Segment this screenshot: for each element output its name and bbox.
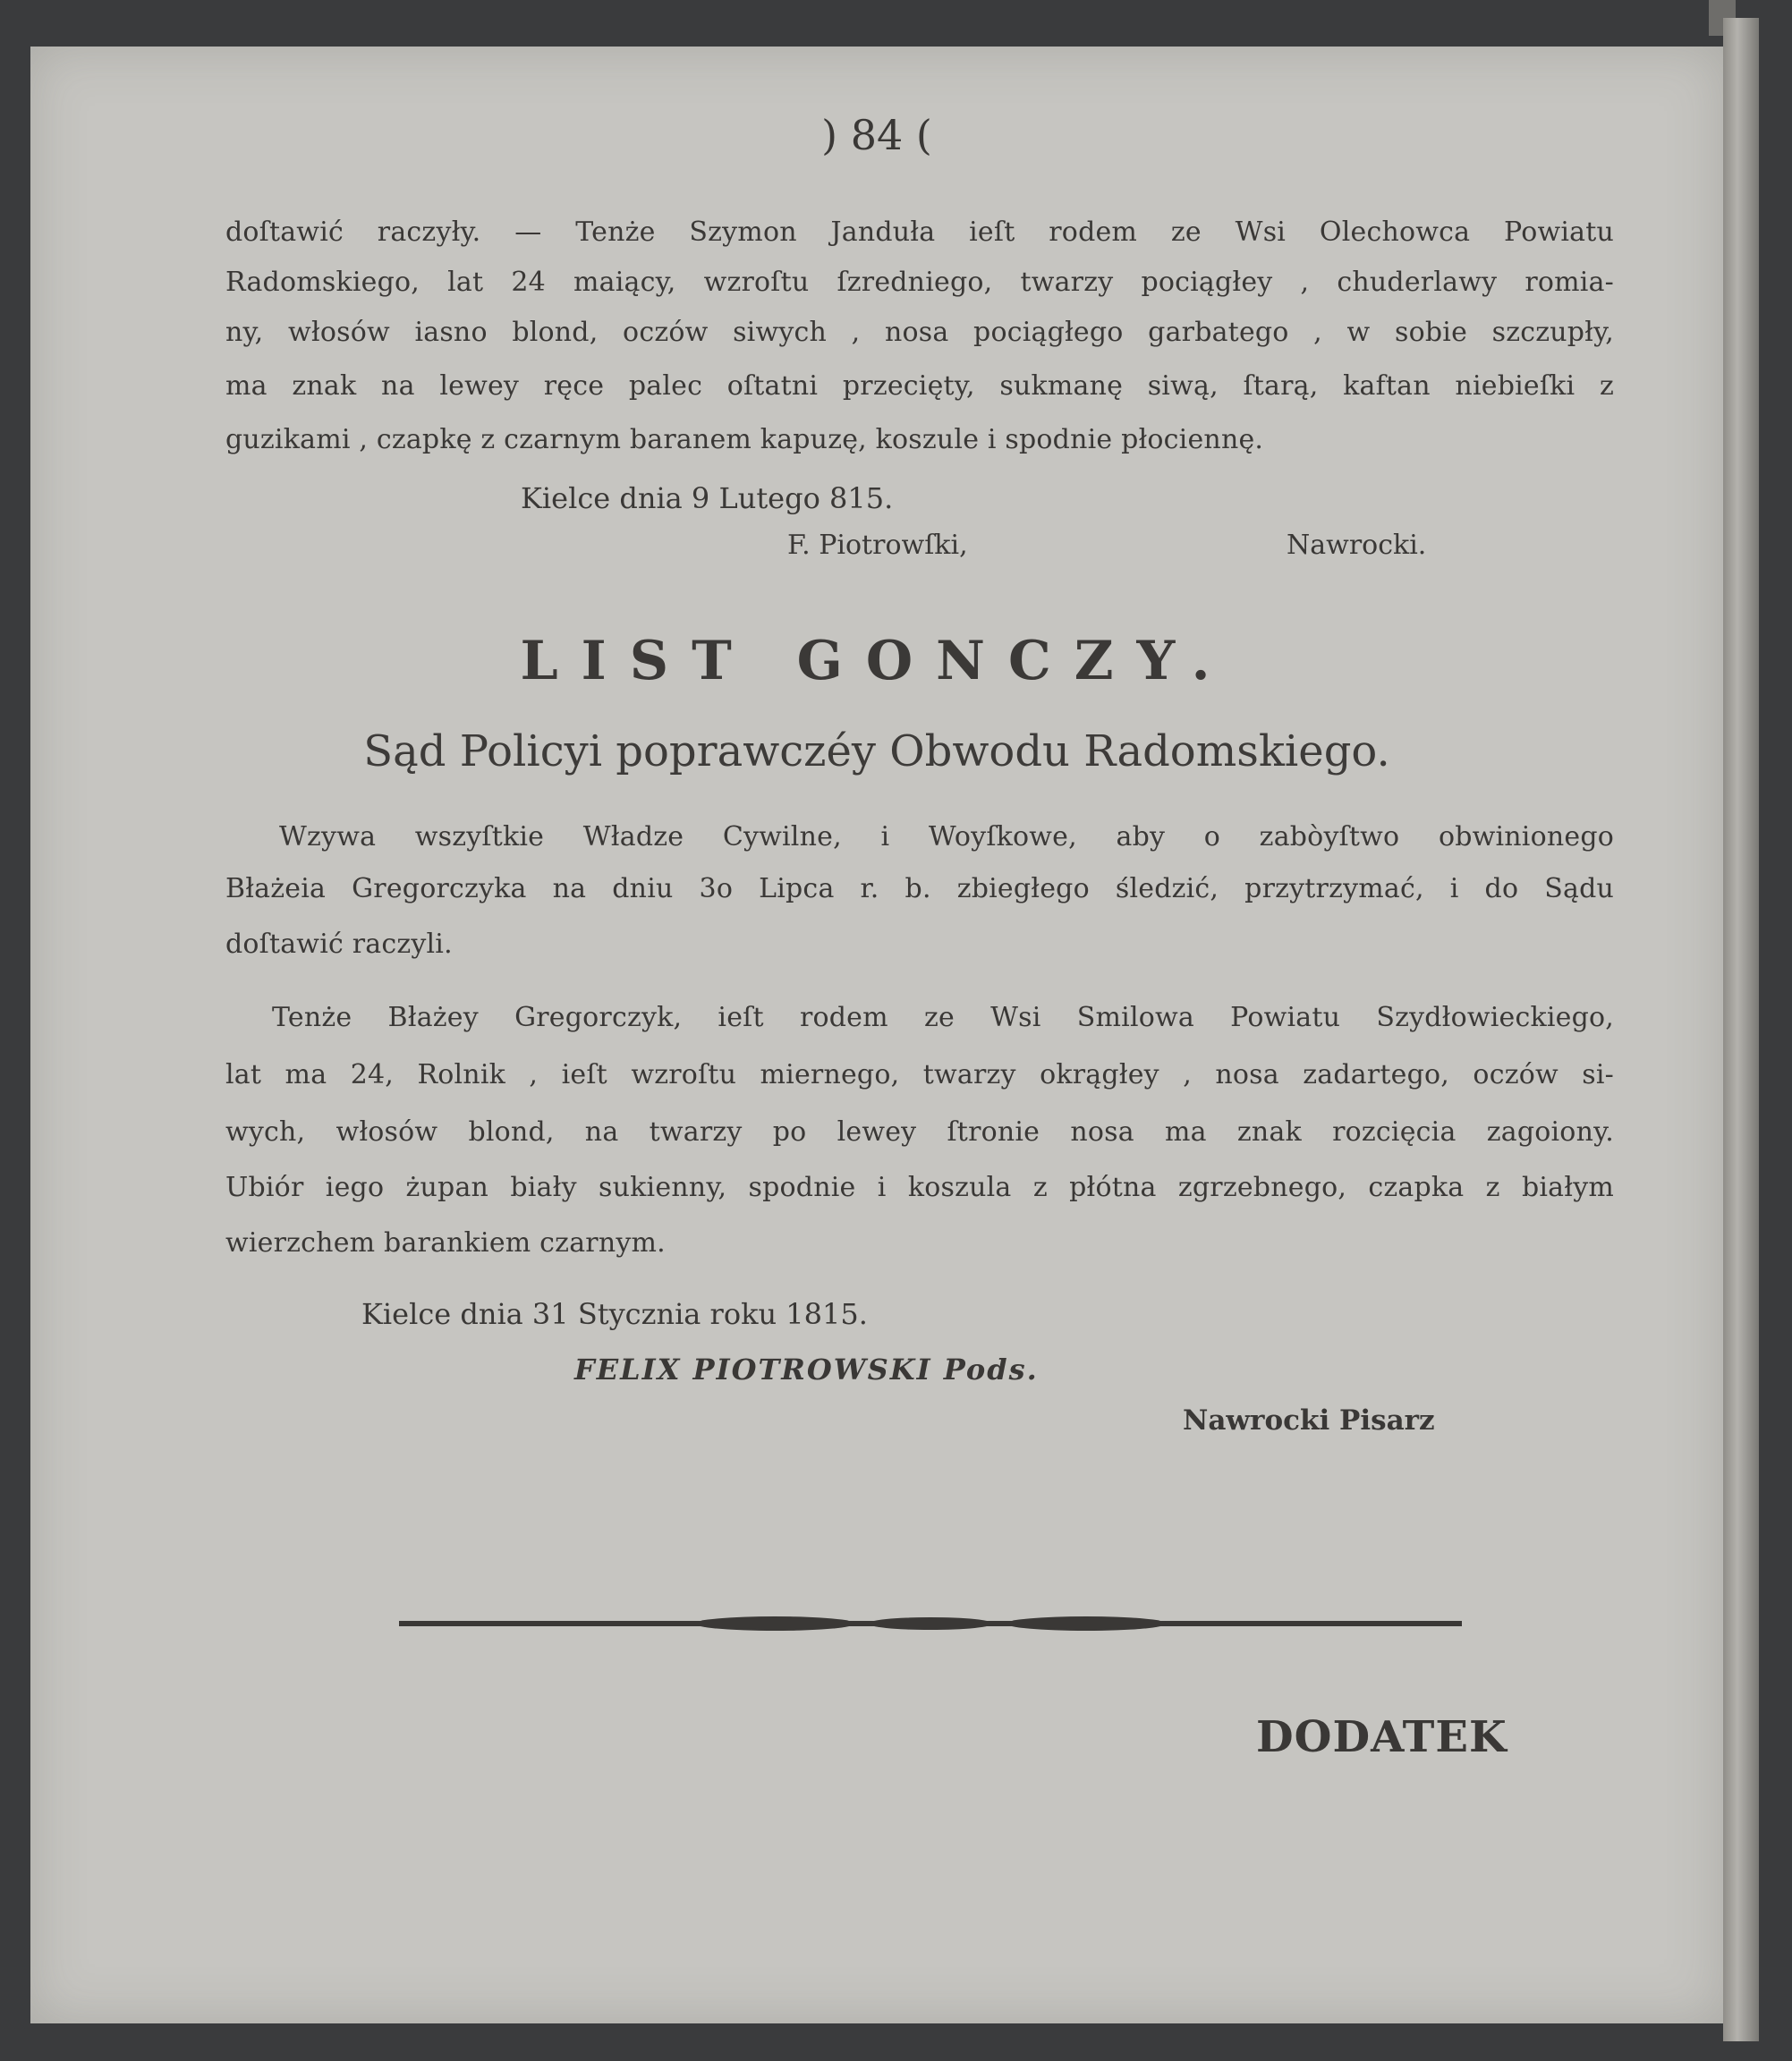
paragraph-2-line: wierzchem barankiem czarnym. xyxy=(225,1227,666,1259)
paragraph-2-line: Tenże Błażey Gregorczyk, ieſt rodem ze Wsi Smilowa Powiatu Szydłowieckiego, xyxy=(272,1002,1614,1033)
closing-signer-2: Nawrocki Pisarz xyxy=(1183,1404,1435,1437)
page-edge xyxy=(1723,18,1759,2041)
paragraph-2-line: lat ma 24, Rolnik , ieſt wzroſtu miernego, twarzy okrągłey , nosa zadartego, oczów si- xyxy=(225,1059,1614,1090)
paragraph-1-line: Błażeia Gregorczyka na dniu 3o Lipca r. b. zbiegłego śledzić, przytrzymać, i do Sądu xyxy=(225,873,1614,904)
document-heading: LIST GONCZY. xyxy=(520,630,1234,692)
paragraph-2-line: wych, włosów blond, na twarzy po lewey ſtronie nosa ma znak rozcięcia zagoiony. xyxy=(225,1116,1614,1148)
decorative-rule xyxy=(399,1616,1462,1632)
document-page xyxy=(30,47,1723,2023)
paragraph-1-line: doſtawić raczyli. xyxy=(225,929,453,960)
continuation-signer-2: Nawrocki. xyxy=(1287,530,1427,561)
continuation-line: ny, włosów iasno blond, oczów siwych , nosa pociągłego garbatego , w sobie szczupły, xyxy=(225,317,1614,348)
court-title: Sąd Policyi poprawczéy Obwodu Radomskiego. xyxy=(363,726,1390,776)
paragraph-2-line: Ubiór iego żupan biały sukienny, spodnie i koszula z płótna zgrzebnego, czapka z białym xyxy=(225,1172,1614,1203)
continuation-signer-1: F. Piotrowſki, xyxy=(787,530,968,561)
closing-place-date: Kielce dnia 31 Stycznia roku 1815. xyxy=(361,1297,868,1331)
closing-signer-1: FELIX PIOTROWSKI Pods. xyxy=(574,1353,1039,1387)
footer-heading: DODATEK xyxy=(1256,1712,1507,1762)
continuation-line: Radomskiego, lat 24 maiący, wzroſtu ſzredniego, twarzy pociągłey , chuderlawy romia- xyxy=(225,267,1614,298)
continuation-line: ma znak na lewey ręce palec oſtatni przecięty, sukmanę siwą, ſtarą, kaftan niebieſki z xyxy=(225,370,1614,402)
continuation-line: guzikami , czapkę z czarnym baranem kapuzę, koszule i spodnie płociennę. xyxy=(225,424,1264,455)
continuation-line: doſtawić raczyły. — Tenże Szymon Janduła ieſt rodem ze Wsi Olechowca Powiatu xyxy=(225,216,1614,248)
paragraph-1-line: Wzywa wszyſtkie Władze Cywilne, i Woyſkowe, aby o zabòyſtwo obwinionego xyxy=(279,821,1614,852)
page-number: ) 84 ( xyxy=(821,111,932,159)
continuation-place-date: Kielce dnia 9 Lutego 815. xyxy=(521,481,894,515)
